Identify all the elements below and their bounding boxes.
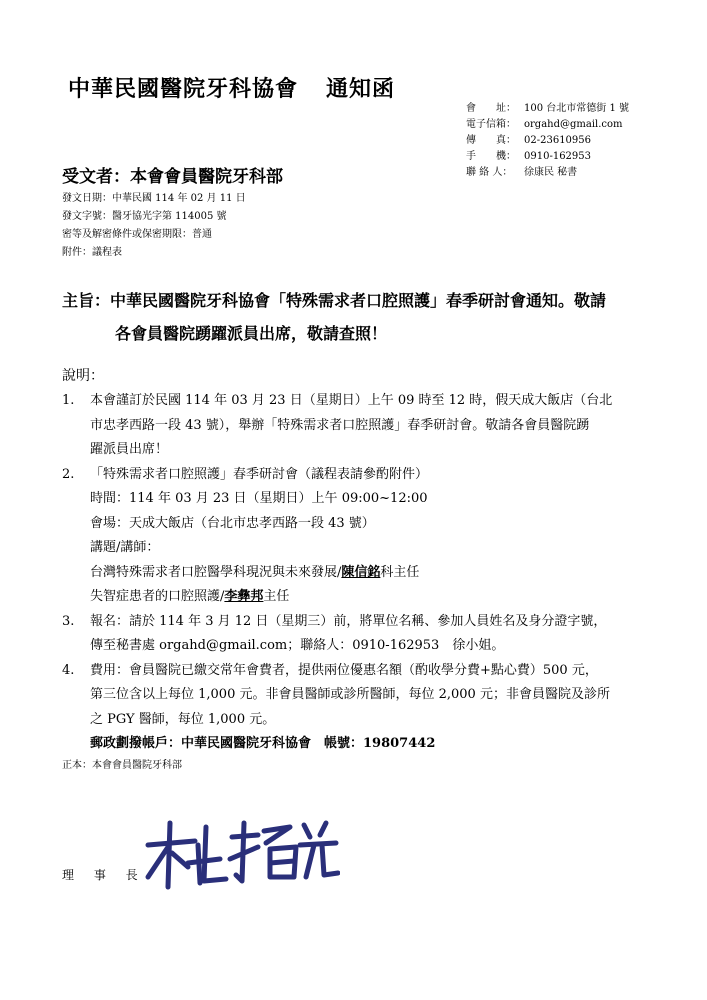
org-title: 中華民國醫院牙科協會 bbox=[68, 77, 299, 102]
contact-fax: 傳 真： 02-23610956 bbox=[466, 135, 592, 146]
list-item: 3. 報名：請於 114 年 3 月 12 日（星期三）前，將單位名稱、參加人員姓名及身分證字號， 傳至秘書處 orgahd@gmail.com；聯絡人：0910-162953 徐小姐。 bbox=[62, 610, 662, 659]
doc-number: 發文字號：醫牙協光字第 114005 號 bbox=[62, 211, 227, 222]
contact-mobile: 手 機： 0910-162953 bbox=[466, 151, 592, 162]
speaker-2: 失智症患者的口腔照護/李彝邦主任 bbox=[90, 589, 290, 604]
explanation-heading: 說明： bbox=[62, 368, 104, 384]
issue-date: 發文日期：中華民國 114 年 02 月 11 日 bbox=[62, 193, 246, 204]
explanation-list bbox=[62, 389, 662, 757]
contact-block bbox=[466, 101, 629, 181]
contact-email: 電子信箱： orgahd@gmail.com bbox=[466, 119, 623, 130]
attachment: 附件：議程表 bbox=[62, 247, 122, 258]
speaker-name: 陳信銘 bbox=[341, 564, 381, 580]
subject-line-1: 主旨：中華民國醫院牙科協會「特殊需求者口腔照護」春季研討會通知。敬請 bbox=[62, 291, 607, 310]
recipient: 受文者：本會會員醫院牙科部 bbox=[62, 167, 283, 187]
speaker-name: 李彝邦 bbox=[224, 589, 264, 604]
item-number: 4. bbox=[62, 662, 75, 678]
chairman-label: 理 事 長 bbox=[62, 868, 146, 882]
meta-block bbox=[62, 190, 246, 262]
speaker-1: 台灣特殊需求者口腔醫學科現況與未來發展/陳信銘科主任 bbox=[90, 564, 420, 580]
contact-person: 聯 絡 人： 徐康民 秘書 bbox=[466, 167, 578, 178]
item-number: 2. bbox=[62, 466, 75, 482]
document-title bbox=[68, 72, 395, 103]
subject-line-2: 各會員醫院踴躍派員出席，敬請查照！ bbox=[115, 324, 388, 343]
list-item: 1. 本會謹訂於民國 114 年 03 月 23 日（星期日）上午 09 時至 12 時，假天成大飯店（台北 市忠孝西路一段 43 號），舉辦「特殊需求者口腔照護」春季研討會。敬請各會員醫院踴 躍派員出席！ bbox=[62, 389, 662, 463]
copy-to: 正本：本會會員醫院牙科部 bbox=[62, 760, 182, 771]
item-number: 3. bbox=[62, 613, 75, 629]
subject bbox=[62, 284, 662, 350]
confidentiality: 密等及解密條件或保密期限：普通 bbox=[62, 229, 212, 240]
payment-account: 郵政劃撥帳戶：中華民國醫院牙科協會 帳號：19807442 bbox=[90, 736, 436, 751]
item-number: 1. bbox=[62, 393, 75, 408]
list-item: 4. 費用：會員醫院已繳交常年會費者，提供兩位優惠名額（酌收學分費+點心費）500 元， 第三位含以上每位 1,000 元。非會員醫師或診所醫師，每位 2,000 元；非會員醫院及診所 之 PGY 醫師，每位 1,000 元。 郵政劃撥帳戶：中華民國醫院牙科協會 帳號：19807442 bbox=[62, 659, 662, 757]
signature bbox=[140, 815, 340, 895]
contact-address: 會 址： 100 台北市常德街 1 號 bbox=[466, 103, 629, 114]
doc-type: 通知函 bbox=[326, 77, 396, 102]
list-item: 2. 「特殊需求者口腔照護」春季研討會（議程表請參酌附件） 時間：114 年 03 月 23 日（星期日）上午 09:00~12:00 會場：天成大飯店（台北市忠孝西路一段 43 號） 講題/講師： 台灣特殊需求者口腔醫學科現況與未來發展/陳信銘科主任 失智症患者的口腔照護/李彝邦主任 bbox=[62, 463, 662, 610]
